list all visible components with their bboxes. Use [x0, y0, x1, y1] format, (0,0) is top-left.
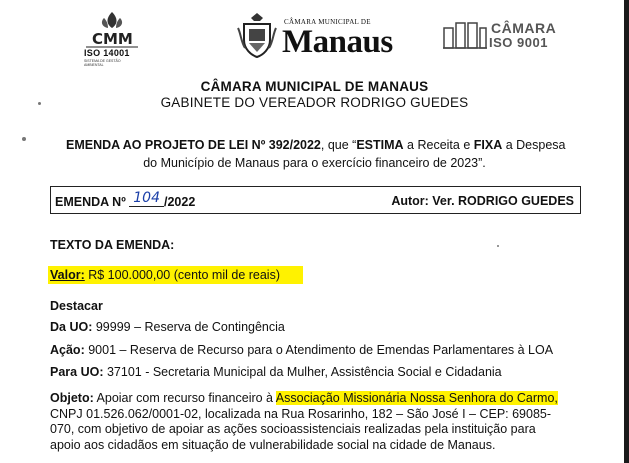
institution-title: CÂMARA MUNICIPAL DE MANAUS	[200, 79, 429, 94]
scan-edge-border	[624, 0, 629, 463]
ementa-mid2: a Despesa	[502, 138, 566, 152]
handwritten-emenda-number: 104	[129, 190, 164, 207]
iso-9001-label: ISO 9001	[489, 35, 548, 50]
da-uo-label: Da UO:	[50, 320, 93, 334]
manaus-logo-wordmark: Manaus	[282, 24, 393, 60]
objeto-beneficiary-highlight: Associação Missionária Nossa Senhora do Carmo,	[275, 391, 558, 405]
ementa-line-2: do Município de Manaus para o exercício financeiro de 2023”.	[143, 156, 486, 170]
office-subtitle: GABINETE DO VEREADOR RODRIGO GUEDES	[160, 95, 469, 110]
acao-label: Ação:	[50, 343, 85, 357]
objeto-line-1-text: Apoiar com recurso financeiro à	[93, 391, 276, 405]
author-field: Autor: Ver. RODRIGO GUEDES	[391, 194, 574, 208]
objeto-line-2: CNPJ 01.526.062/0001-02, localizada na Rua Rosarinho, 182 – São José I – CEP: 69085-	[50, 406, 552, 421]
acao-value: 9001 – Reserva de Recurso para o Atendimento de Emendas Parlamentares à LOA	[84, 343, 554, 357]
building-columns-icon	[443, 20, 487, 50]
para-uo-value: 37101 - Secretaria Municipal da Mulher, Assistência Social e Cidadania	[103, 365, 502, 379]
manaus-logo-small-text: CÂMARA MUNICIPAL DE	[284, 18, 371, 26]
valor-value: R$ 100.000,00 (cento mil de reais)	[84, 268, 280, 282]
ementa-prefix: EMENDA AO PROJETO DE LEI Nº 392/2022	[66, 138, 321, 152]
valor-label: Valor:	[50, 268, 85, 282]
emenda-author-box	[50, 186, 581, 214]
ementa-fixa: FIXA	[473, 138, 503, 152]
scan-speck	[497, 245, 499, 247]
para-uo-line	[50, 365, 502, 379]
emenda-number-field	[55, 190, 196, 210]
texto-heading: TEXTO DA EMENDA:	[50, 238, 175, 252]
leaf-emblem-icon	[84, 10, 140, 50]
iso-14001-logo	[84, 10, 140, 66]
scan-speck	[38, 102, 41, 105]
objeto-paragraph	[50, 391, 583, 453]
emenda-label: EMENDA Nº	[55, 195, 126, 209]
valor-line	[48, 266, 303, 284]
acao-line	[50, 343, 553, 357]
para-uo-label: Para UO:	[50, 365, 104, 379]
scan-speck	[22, 137, 26, 141]
da-uo-value: 99999 – Reserva de Contingência	[92, 320, 285, 334]
objeto-label: Objeto:	[50, 391, 94, 405]
ementa-estima: ESTIMA	[356, 138, 404, 152]
camara-iso-word: CÂMARA	[491, 20, 557, 36]
ementa-sep: , que “	[320, 138, 357, 152]
objeto-line-3: 070, com objetivo de apoiar as ações socioassistenciais realizadas pela instituição para	[50, 422, 536, 436]
ementa-mid1: a Receita e	[403, 138, 474, 152]
camara-iso-9001-logo	[443, 18, 557, 52]
emenda-year: /2022	[164, 195, 196, 209]
destacar-heading: Destacar	[50, 299, 103, 313]
cmm-mark: CMM	[92, 30, 133, 48]
objeto-line-1	[50, 391, 583, 407]
da-uo-line	[50, 320, 285, 334]
coat-of-arms-icon	[236, 12, 278, 58]
iso-14001-sublabel: SISTEMA DE GESTÃO AMBIENTAL	[84, 59, 121, 67]
iso-14001-label: ISO 14001	[84, 48, 130, 58]
ementa-line-1	[66, 138, 565, 152]
camara-manaus-logo	[236, 12, 396, 58]
objeto-line-4: apoio aos cidadãos em situação de vulnerabilidade social na cidade de Manaus.	[50, 437, 496, 452]
